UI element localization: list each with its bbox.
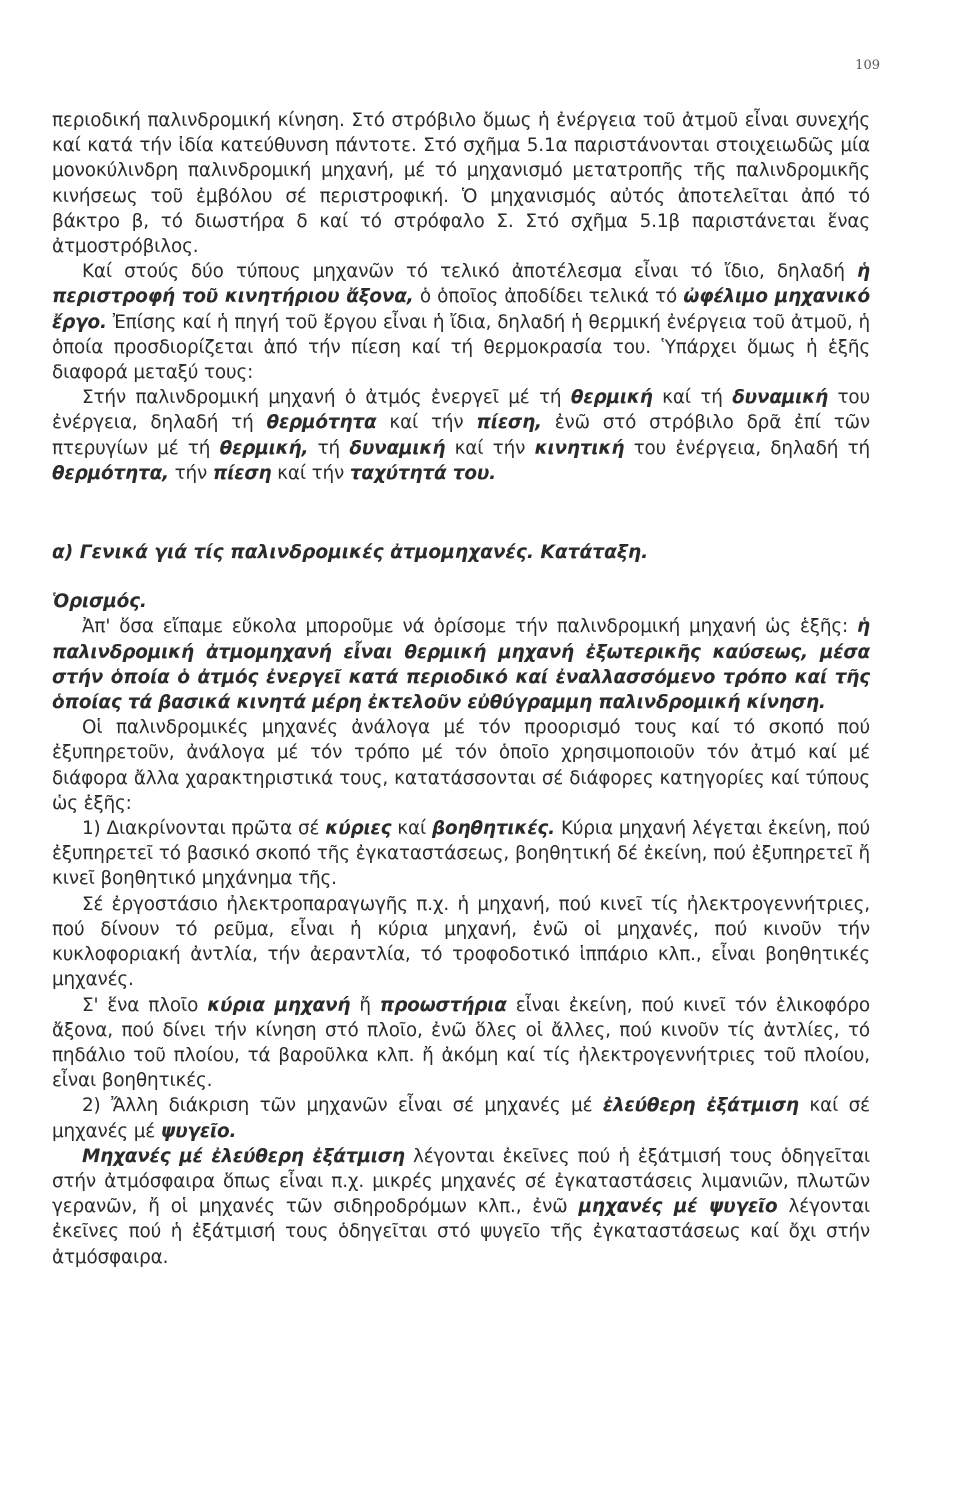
page-number: 109 [855,58,880,73]
text: εἶναι ἐκείνη, πού κινεῖ τόν ἑλικοφόρο ἄξονα, πού δίνει τήν κίνηση στό πλοῖο, ἐνῶ ὅλες οἱ ἄλλες, πού κινοῦν τίς ἀντλίες, τό πηδάλιο τοῦ πλοίου, τά βαροῦλκα κλπ. ἤ ἀκόμη καί τίς ἠλεκτρογεννήτριες τοῦ πλοίου, εἶναι βοηθητικές. [52,994,870,1092]
emphasis: θερμότητα, [52,462,169,484]
text: λέγονται ἐκεῖνες πού ἡ ἐξάτμισή τους ὁδηγεῖται στήν ἀτμόσφαιρα ὅπως εἶναι π.χ. μικρές μηχανές σέ ἐγκαταστάσεις λιμανιῶν, πλωτῶν γερανῶν, ἤ οἱ μηχανές τῶν σιδηροδρόμων κλπ., ἐνῶ [52,1145,870,1218]
text: Κύρια μηχανή λέγεται ἐκείνη, πού ἐξυπηρετεῖ τό βασικό σκοπό τῆς ἐγκαταστάσεως, βοηθητική δέ ἐκείνη, πού ἐξυπηρετεῖ ἤ κινεῖ βοηθητικό μηχάνημα τῆς. [52,818,870,890]
text: του ἐνέργεια, δηλαδή τή [624,437,870,459]
text: Ἐπίσης καί ἡ πηγή τοῦ ἔργου εἶναι ἡ ἴδια, δηλαδή ἡ θερμική ἐνέργεια τοῦ ἀτμοῦ, ἡ ὁποία προσδιορίζεται ἀπό τήν πίεση καί τή θερμοκρασία του. Ὑπάρχει ὅμως ἡ ἑξῆς διαφορά μεταξύ τους: [52,311,870,384]
text: Στήν παλινδρομική μηχανή ὁ ἀτμός ἐνεργεῖ μέ τή [82,387,571,409]
paragraph-intro: περιοδική παλινδρομική κίνηση. Στό στρόβιλο ὅμως ἡ ἐνέργεια τοῦ ἀτμοῦ εἶναι συνεχής καί κατά τήν ἰδία κατεύθυνση πάντοτε. Στό σχῆμα 5.1α παριστάνονται στοιχειωδῶς μία μονοκύλινδρη παλινδρομική μηχανή, μέ τό μηχανισμό μετατροπῆς τῆς παλινδρομικῆς κινήσεως τοῦ ἐμβόλου σέ περιστροφική. Ὁ μηχανισμός αὐτός ἀποτελεῖται ἀπό τό βάκτρο β, τό διωστήρα δ καί τό στρόφαλο Σ. Στό σχῆμα 5.1β παριστάνεται ἕνας ἀτμοστρόβιλος. [52,110,870,258]
text: ἐνῶ στό στρόβιλο δρᾶ ἐπί τῶν πτερυγίων μέ τή [52,412,870,459]
text: 1) Διακρίνονται πρῶτα σέ [82,818,326,840]
emphasis: κύρια μηχανή [207,994,351,1016]
definition-emphasis: ἡ παλινδρομική ἀτμομηχανή εἶναι θερμική μηχανή ἐξωτερικῆς καύσεως, μέσα στήν ὁποία ὁ ἀτμός ἐνεργεῖ κατά περιοδικό καί ἐναλλασσόμενο τρόπο καί τῆς ὁποίας τά βασικά κινητά μέρη ἐκτελοῦν εὐθύγραμμη παλινδρομική κίνηση. [52,616,870,714]
text: λέγονται ἐκεῖνες πού ἡ ἐξάτμισή τους ὁδηγεῖται στό ψυγεῖο τῆς ἐγκαταστάσεως καί ὄχι στήν ἀτμόσφαιρα. [52,1196,870,1268]
emphasis: ἡ περιστροφή τοῦ κινητήριου ἄξονα, [52,261,870,308]
emphasis: κύριες [325,818,392,840]
paragraph-power-plant-example: Σέ ἐργοστάσιο ἠλεκτροπαραγωγῆς π.χ. ἡ μηχανή, πού κινεῖ τίς ἠλεκτρογεννήτριες, πού δίνουν τό ρεῦμα, εἶναι ἡ κύρια μηχανή, ἐνῶ οἱ μηχανές, πού κινοῦν τήν κυκλοφοριακή ἀντλία, τήν ἀεραντλία, τό τροφοδοτικό ἱππάριο κλπ., εἶναι βοηθητικές μηχανές. [52,893,870,991]
emphasis: βοηθητικές. [431,818,556,840]
text: καί [391,818,432,840]
text: καί τήν [445,437,535,459]
text: καί τήν [271,462,350,484]
paragraph-ship-example [52,993,870,1094]
emphasis: δυναμική [349,437,446,459]
paragraph-definition [52,614,870,715]
paragraph-classification: Οἱ παλινδρομικές μηχανές ἀνάλογα μέ τόν προορισμό τους καί τό σκοπό πού ἐξυπηρετοῦν, ἀνάλογα μέ τόν τρόπο μέ τόν ὁποῖο χρησιμοποιοῦν τόν ἀτμό καί μέ διάφορα ἄλλα χαρακτηριστικά τους, κατατάσσονται σέ διάφορες κατηγορίες καί τύπους ὡς ἑξῆς: [52,717,870,814]
emphasis: προωστήρια [379,994,507,1016]
emphasis: δυναμική [732,387,829,409]
text: 2) Ἄλλη διάκριση τῶν μηχανῶν εἶναι σέ μηχανές μέ [82,1095,603,1117]
emphasis: θερμική, [219,437,309,459]
text: καί τή [652,387,733,409]
text: καί τήν [376,412,477,434]
text: ἤ [350,994,380,1016]
text: τή [308,437,350,459]
emphasis: πίεση, [476,412,542,434]
text: του ἐνέργεια, δηλαδή τή [52,387,871,434]
definition-heading: Ὁρισμός. [52,591,147,613]
paragraph-difference [52,385,870,486]
spacer [52,565,870,585]
paragraph-main-auxiliary [52,816,870,892]
text: ὁ ὁποῖος ἀποδίδει τελικά τό [413,286,684,308]
section-title: α) Γενικά γιά τίς παλινδρομικές ἀτμομηχανές. Κατάταξη. [52,542,649,564]
text: τήν [168,462,213,484]
paragraph-common-result [52,259,870,385]
page-body [52,108,870,1270]
emphasis: κινητική [534,437,625,459]
emphasis: μηχανές μέ ψυγεῖο [578,1196,778,1218]
emphasis: ψυγεῖο. [160,1120,237,1142]
emphasis: θερμότητα [266,412,377,434]
text: Σ' ἕνα πλοῖο [82,994,208,1016]
emphasis: ὠφέλιμο μηχανικό ἔργο. [52,286,871,333]
emphasis: θερμική [570,387,653,409]
paragraph-exhaust-types [52,1093,870,1143]
text: Καί στούς δύο τύπους μηχανῶν τό τελικό ἀποτέλεσμα εἶναι τό ἴδιο, δηλαδή [82,261,858,283]
emphasis: ἐλεύθερη ἐξάτμιση [602,1095,799,1117]
emphasis: ταχύτητά του. [349,462,496,484]
spacer [52,486,870,540]
text: Ἀπ' ὅσα εἴπαμε εὔκολα μποροῦμε νά ὁρίσομε τήν παλινδρομική μηχανή ὡς ἑξῆς: [82,616,858,638]
paragraph-exhaust-definition [52,1144,870,1270]
emphasis: Μηχανές μέ ἐλεύθερη ἐξάτμιση [82,1145,405,1167]
emphasis: πίεση [212,462,272,484]
text: καί σέ μηχανές μέ [52,1095,870,1142]
